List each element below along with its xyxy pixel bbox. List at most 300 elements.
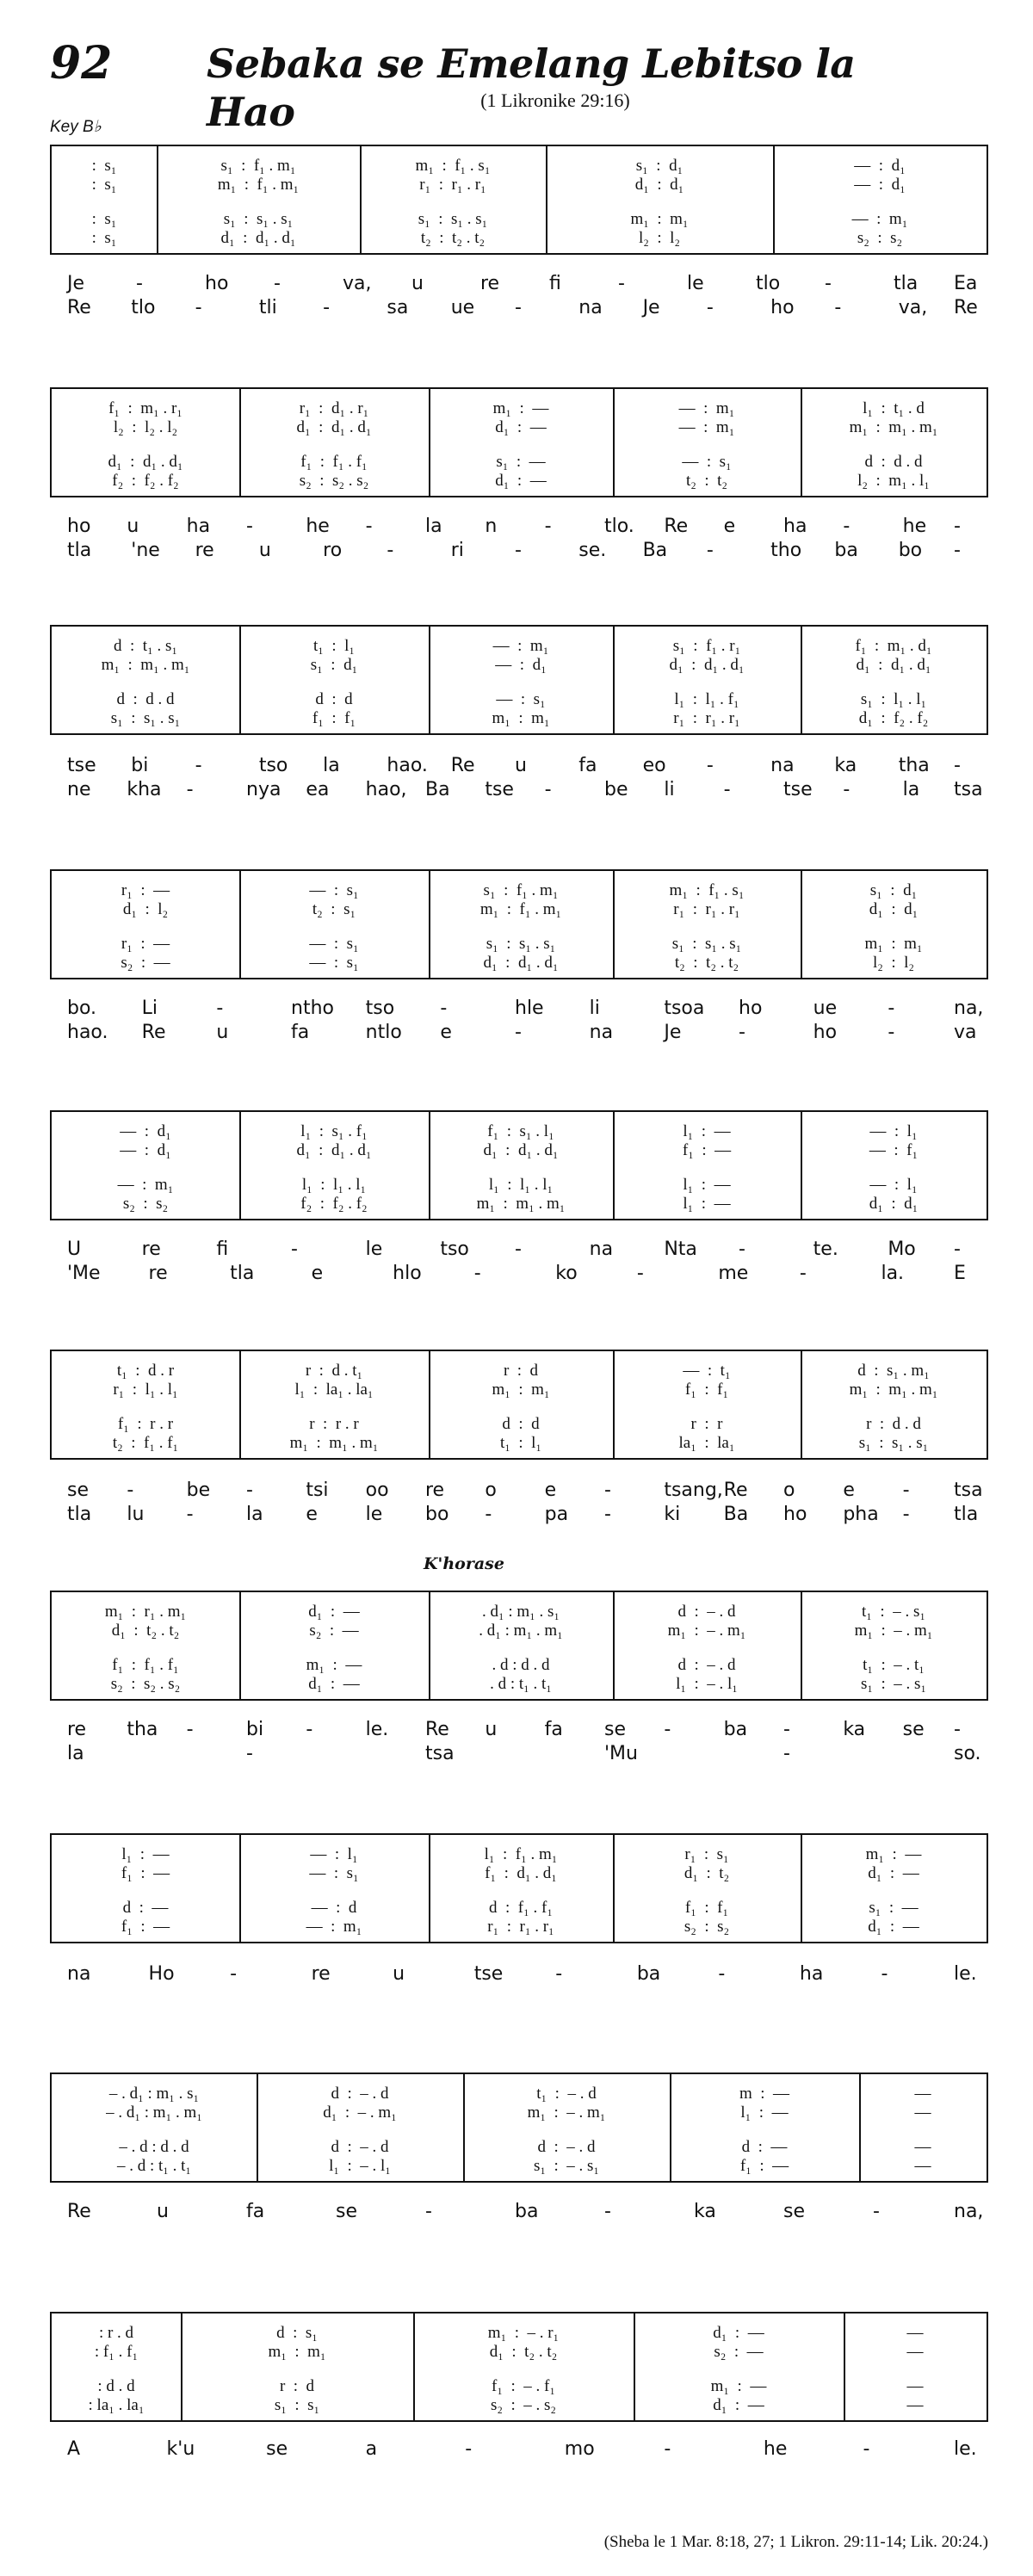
lyric-syllable: le [365,1239,383,1260]
note-cell: d₁ : d₁ . d₁ [220,229,296,247]
lyric-syllable: le. [365,1719,389,1740]
lyric-syllable: re [141,1239,161,1260]
note-cell: d₁ : d₁ . d₁ [483,1141,559,1159]
lyric-syllable: - [783,1719,790,1740]
lyric-syllable: be [604,779,628,800]
lyric-syllable: tsa [954,779,983,800]
lyric-syllable: ka [843,1719,866,1740]
note-cell: d₁ : t₂ . t₂ [111,1622,180,1640]
note-cell: m₁ : m₁ [492,709,550,727]
note-cell: — [906,2396,924,2414]
lyric-syllable: ho [739,998,763,1019]
lyric-syllable: - [604,2201,611,2222]
note-cell: d : s₁ [276,2324,318,2342]
note-cell: l₂ : l₂ [638,229,681,247]
note-cell: r₁ : r₁ . r₁ [487,1918,554,1936]
note-cell: : r . d [98,2324,134,2342]
lyric-syllable: e [843,1480,855,1501]
note-cell: d₁ : d₁ . d₁ [296,1141,372,1159]
lyric-syllable: re [425,1480,445,1501]
note-cell: m₁ : m₁ [864,935,923,953]
lyric-syllable: Re [664,516,689,537]
note-cell: l₁ : — [683,1176,731,1194]
note-cell: — [906,2343,924,2361]
lyric-syllable: - [783,1743,790,1764]
note-cell: l₂ : l₂ [872,954,915,972]
note-cell: d : d . d [864,453,923,471]
lyric-syllable: tso [258,755,288,776]
lyrics-line [50,1262,988,1286]
lyric-syllable: se [902,1719,925,1740]
lyric-syllable: Re [67,2201,91,2222]
note-cell: s₁ : f₁ . r₁ [672,637,741,655]
lyric-syllable: 'Me [67,1263,101,1284]
note-cell: l₁ : — [740,2103,789,2122]
lyric-syllable: - [825,273,832,294]
lyric-syllable: ko [555,1263,578,1284]
note-cell: d : f₁ . f₁ [489,1899,553,1917]
note-cell: s₁ : l₁ . l₁ [860,690,927,708]
lyric-syllable: va, [898,297,928,318]
lyric-syllable: he [306,516,330,537]
lyric-syllable: oo [365,1480,389,1501]
footer-reference: (Sheba le 1 Mar. 8:18, 27; 1 Likron. 29:11-14; Lik. 20:24.) [603,2533,988,2551]
note-cell: f₁ : m₁ . d₁ [855,637,932,655]
lyric-syllable: lu [127,1504,145,1525]
voice-row [52,2102,987,2124]
note-cell: d₁ : l₂ [122,900,169,918]
note-cell: f₂ : f₂ . f₂ [112,472,179,490]
lyric-syllable: - [718,1963,726,1985]
lyric-syllable: na [589,1239,614,1260]
lyric-syllable: - [873,2201,880,2222]
lyric-syllable: fi [549,273,561,294]
hymn-header [0,0,1033,142]
note-cell: d₁ : — [868,1918,919,1936]
lyric-syllable: tla [67,540,92,561]
lyric-syllable: la [246,1504,263,1525]
note-cell: d₁ : – . m₁ [323,2103,397,2122]
note-cell: t₂ : t₂ . t₂ [420,229,486,247]
note-cell: r₁ : s₁ [684,1845,729,1863]
lyrics-line [50,1238,988,1262]
lyric-syllable: - [723,779,731,800]
note-cell: d : d [315,690,353,708]
note-cell: s₁ : s₁ . s₁ [223,210,294,228]
note-cell: d₁ : — [713,2396,764,2414]
note-cell: l₁ : l₁ . f₁ [674,690,739,708]
hymn-title: Sebaka se Emelang Lebitso la Hao [207,40,856,135]
lyric-syllable: be [186,1480,211,1501]
note-cell: m₁ : m₁ . m₁ [101,656,190,674]
note-cell: l₁ : – . l₁ [676,1675,738,1693]
voice-row [52,2155,987,2178]
lyric-syllable: Ea [954,273,978,294]
lyrics-line [50,1479,988,1503]
lyrics-line [50,2437,988,2462]
lyric-syllable: pha [843,1504,879,1525]
note-cell: d : – . d [677,1656,736,1674]
lyric-syllable: tli [258,297,277,318]
lyric-syllable: tsang, [664,1480,723,1501]
note-cell: d : – . d [677,1603,736,1621]
voice-row [52,654,987,676]
lyric-syllable: na, [954,998,984,1019]
note-cell: s₁ : f₁ . m₁ [220,157,296,175]
note-cell: – . d : d . d [119,2138,189,2156]
note-cell: l₁ : la₁ . la₁ [294,1381,374,1399]
note-cell: — : f₁ [869,1141,919,1159]
note-cell: r : d . d [866,1415,921,1433]
note-cell: — : t₁ [683,1362,731,1380]
lyric-syllable: li [664,779,675,800]
note-cell: — : l₁ [869,1122,918,1140]
note-cell: s₁ : — [869,1899,919,1917]
note-cell: m₁ : — [306,1656,362,1674]
lyric-syllable: u [127,516,139,537]
note-cell: — : d₁ [120,1141,171,1159]
note-cell: d₁ : f₂ . f₂ [858,709,929,727]
note-cell: f₁ : — [121,1864,170,1882]
voice-row [52,1863,987,1885]
lyric-syllable: hao. [387,755,428,776]
lyric-syllable: tlo. [604,516,634,537]
lyric-syllable: la [323,755,340,776]
lyric-syllable: tlo [756,273,781,294]
note-cell: — : d₁ [854,157,906,175]
note-cell: d₁ : — [495,472,547,490]
note-cell: — [906,2377,924,2395]
note-cell: s₁ : – . s₁ [860,1675,927,1693]
note-cell: t₂ : f₁ . f₁ [112,1434,179,1452]
lyric-syllable: Ba [642,540,668,561]
lyric-syllable: so. [954,1743,981,1764]
lyric-syllable: - [799,1263,807,1284]
lyric-syllable: ki [664,1504,681,1525]
lyric-syllable: fa [544,1719,563,1740]
lyric-syllable: - [515,1022,522,1043]
note-cell: s₂ : — [309,1622,359,1640]
lyrics-line [50,754,988,778]
note-cell: l₁ : l₁ . l₁ [488,1176,554,1194]
note-cell: – . d₁ : m₁ . s₁ [108,2085,200,2103]
lyric-syllable: me [718,1263,749,1284]
note-cell: f₁ : s₁ . l₁ [487,1122,554,1140]
lyric-syllable: ka [834,755,857,776]
staff-system [50,387,988,497]
lyrics-line [50,1962,988,1986]
lyric-syllable: k'u [166,2438,195,2460]
lyric-syllable: - [323,297,331,318]
lyric-syllable: hao. [67,1022,108,1043]
voice-row [52,417,987,439]
lyric-syllable: Ba [723,1504,749,1525]
lyric-syllable: - [739,1022,745,1043]
note-cell: f₁ : r . r [117,1415,174,1433]
note-cell: : d . d [97,2377,135,2395]
lyric-syllable: Re [450,755,475,776]
lyric-syllable: - [888,998,895,1019]
note-cell: s₂ : s₂ [684,1918,730,1936]
lyric-syllable: u [515,755,527,776]
note-cell: m₁ : — [492,399,549,417]
note-cell: – . d : t₁ . t₁ [116,2157,192,2175]
lyric-syllable: - [706,297,714,318]
lyric-syllable: se [336,2201,357,2222]
lyric-syllable: e [544,1480,557,1501]
lyric-syllable: tho [770,540,802,561]
lyric-syllable: ue [813,998,838,1019]
lyric-syllable: la [67,1743,84,1764]
note-cell: l₂ : m₁ . l₁ [857,472,930,490]
note-cell: — : m₁ [492,637,549,655]
note-cell: — [914,2103,931,2122]
lyric-syllable: Ho [148,1963,175,1985]
lyric-syllable: - [544,779,552,800]
note-cell: m₁ : m₁ [630,210,689,228]
note-cell: la₁ : la₁ [678,1434,735,1452]
lyric-syllable: tla [894,273,919,294]
note-cell: d : – . d [537,2138,596,2156]
lyric-syllable: - [485,1504,492,1525]
note-cell: d : t₁ . s₁ [114,637,177,655]
lyrics-line [50,272,988,296]
lyric-syllable: kha [127,779,162,800]
note-cell: t₁ : l₁ [312,637,356,655]
note-cell: s₁ : d₁ [869,881,918,899]
note-cell: m₁ : m₁ . m₁ [476,1195,566,1213]
lyric-syllable: - [604,1504,611,1525]
staff-system [50,145,988,255]
voice-row [52,1379,987,1401]
lyric-syllable: tsa [954,1480,983,1501]
lyric-syllable: - [834,297,842,318]
hymn-number: 92 [50,37,113,90]
note-cell: — [914,2157,931,2175]
note-cell: d : – . d [331,2138,389,2156]
note-cell: f₁ : f₁ . f₁ [112,1656,179,1674]
note-cell: d₁ : d₁ . d₁ [669,656,745,674]
note-cell: t₁ : d . r [116,1362,175,1380]
note-cell: r : r [690,1415,723,1433]
lyric-syllable: hle [515,998,544,1019]
note-cell: s₂ : s₂ [857,229,903,247]
note-cell: : s₁ [91,210,117,228]
note-cell: l₁ : s₁ . f₁ [300,1122,368,1140]
note-cell: m₁ : m₁ . m₁ [849,1381,938,1399]
lyric-syllable: Re [141,1022,166,1043]
note-cell: l₁ : f₁ . m₁ [484,1845,558,1863]
lyric-syllable: ha [186,516,211,537]
note-cell: l₁ : – . l₁ [329,2157,391,2175]
lyric-syllable: - [216,998,224,1019]
lyric-syllable: - [425,2201,432,2222]
note-cell: d₁ : — [495,418,547,436]
lyric-syllable: ue [450,297,475,318]
note-cell: d₁ : d₁ . d₁ [296,418,372,436]
lyric-syllable: - [888,1022,895,1043]
lyrics-line [50,296,988,320]
note-cell: d₁ : d₁ [634,176,684,194]
lyric-syllable: - [274,273,281,294]
lyric-syllable: - [881,1963,888,1985]
lyric-syllable: nya [246,779,281,800]
note-cell: m₁ : f₁ . m₁ [217,176,300,194]
note-cell: s₂ : – . s₂ [490,2396,557,2414]
note-cell: — : m₁ [678,418,735,436]
lyric-syllable: Nta [664,1239,697,1260]
lyric-syllable: tsoa [664,998,705,1019]
lyric-syllable: ka [694,2201,716,2222]
lyric-syllable: - [291,1239,298,1260]
lyric-syllable: u [411,273,424,294]
note-cell: s₁ : f₁ . m₁ [483,881,559,899]
lyric-syllable: n [485,516,498,537]
note-cell: t₁ : l₁ [499,1434,542,1452]
note-cell: : f₁ . f₁ [94,2343,139,2361]
note-cell: d₁ : d₁ . d₁ [483,954,559,972]
note-cell: s₁ : s₁ . s₁ [110,709,181,727]
lyric-syllable: A [67,2438,81,2460]
note-cell: l₁ : l₁ . l₁ [301,1176,367,1194]
note-cell: — : s₁ [309,935,359,953]
note-cell: t₂ : s₁ [312,900,356,918]
note-cell: l₁ : — [121,1845,170,1863]
lyric-syllable: tse [485,779,514,800]
lyric-syllable: - [246,1743,253,1764]
lyric-syllable: se [266,2438,288,2460]
lyric-syllable: he [763,2438,788,2460]
note-cell: m₁ : — [865,1845,922,1863]
lyric-syllable: la [425,516,442,537]
note-cell: — : s₁ [309,881,359,899]
lyric-syllable: tla [230,1263,255,1284]
lyric-syllable: - [465,2438,473,2460]
note-cell: m₁ : m₁ [268,2343,326,2361]
lyric-syllable: le [687,273,704,294]
note-cell: m₁ : – . m₁ [854,1622,933,1640]
lyric-syllable: fa [578,755,597,776]
note-cell: f₁ : — [121,1918,170,1936]
lyric-syllable: - [954,540,961,561]
voice-row [52,1673,987,1696]
lyric-syllable: tso [365,998,395,1019]
lyric-syllable: u [393,1963,405,1985]
lyric-syllable: eo [642,755,666,776]
note-cell: s₂ : — [714,2343,764,2361]
note-cell: : s₁ [91,229,117,247]
note-cell: s₂ : s₂ . s₂ [299,472,369,490]
lyrics-line [50,1718,988,1742]
lyric-syllable: na [578,297,603,318]
lyric-syllable: Mo [888,1239,916,1260]
lyric-syllable: Re [425,1719,449,1740]
note-cell: f₁ : f₁ [684,1899,729,1917]
note-cell: . d₁ : m₁ . s₁ [481,1603,560,1621]
lyric-syllable: bi [131,755,149,776]
note-cell: d₁ : — [308,1603,360,1621]
staff-system [50,2312,988,2422]
lyric-syllable: - [186,1504,194,1525]
lyric-syllable: - [843,516,851,537]
lyric-syllable: e [306,1504,318,1525]
lyric-syllable: va, [343,273,372,294]
lyric-syllable: u [258,540,271,561]
note-cell: f₁ : f₁ . f₁ [300,453,368,471]
note-cell: s₁ : s₁ . s₁ [671,935,742,953]
lyric-syllable: - [954,1239,961,1260]
note-cell: t₂ : t₂ . t₂ [674,954,739,972]
note-cell: r : d [279,2377,315,2395]
staff-system [50,1833,988,1943]
lyric-syllable: tse [67,755,96,776]
lyric-syllable: - [843,779,851,800]
lyric-syllable: fa [291,1022,310,1043]
lyrics-line [50,539,988,563]
lyric-syllable: tse [783,779,813,800]
note-cell: d₁ : — [713,2324,764,2342]
lyric-syllable: te. [813,1239,838,1260]
voice-row [52,1140,987,1162]
lyric-syllable: - [186,1719,194,1740]
note-cell: s₁ : – . s₁ [533,2157,600,2175]
note-cell: r₁ : l₁ . l₁ [113,1381,178,1399]
voice-row [52,2341,987,2363]
lyric-syllable: la [902,779,920,800]
lyric-syllable: - [863,2438,870,2460]
lyric-syllable: - [618,273,625,294]
lyric-syllable: - [515,540,522,561]
lyric-syllable: Je [664,1022,682,1043]
lyric-syllable: - [706,755,714,776]
note-cell: s₂ : s₂ [122,1195,169,1213]
note-cell: — : m₁ [306,1918,362,1936]
lyric-syllable: - [515,297,522,318]
chorus-label: K'horase [424,1554,504,1573]
lyric-syllable: Re [67,297,91,318]
lyric-syllable: - [515,1239,522,1260]
lyric-syllable: re [480,273,500,294]
note-cell: m₁ : m₁ . m₁ [849,418,938,436]
lyric-syllable: Re [954,297,978,318]
lyrics-line [50,778,988,802]
voice-row [52,952,987,974]
lyric-syllable: u [216,1022,229,1043]
lyric-syllable: na [770,755,795,776]
lyric-syllable: - [954,755,961,776]
lyric-syllable: le [365,1504,383,1525]
lyric-syllable: - [440,998,448,1019]
note-cell: m₁ : — [710,2377,767,2395]
lyric-syllable: a [365,2438,378,2460]
note-cell: d : — [741,2138,788,2156]
lyric-syllable: bo [425,1504,449,1525]
note-cell: — [914,2138,931,2156]
lyric-syllable: e [440,1022,452,1043]
note-cell: s₁ : s₁ . s₁ [418,210,488,228]
lyrics-line [50,515,988,539]
lyric-syllable: - [902,1480,910,1501]
lyric-syllable: - [136,273,143,294]
note-cell: f₁ : m₁ . r₁ [108,399,182,417]
note-cell: — : d₁ [495,656,547,674]
lyric-syllable: Je [67,273,85,294]
lyric-syllable: 'Mu [604,1743,638,1764]
lyrics-line [50,2200,988,2224]
lyric-syllable: ea [306,779,330,800]
lyric-syllable: ba [636,1963,661,1985]
lyric-syllable: 'ne [131,540,160,561]
